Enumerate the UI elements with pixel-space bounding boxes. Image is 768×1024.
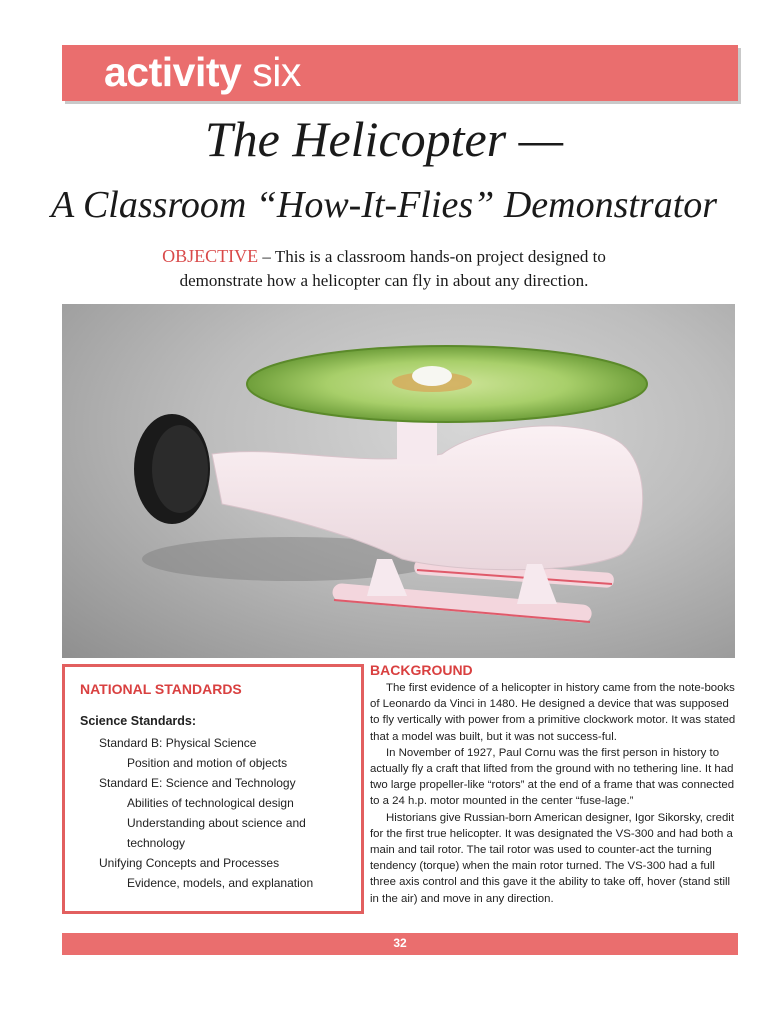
standard-item: Unifying Concepts and Processes: [99, 856, 280, 870]
background-paragraph: In November of 1927, Paul Cornu was the first person in history to actually fly a craft that lifted from the ground with no tethering line. It had two large propeller-like “rotors” at the end of a frame that was connected to a 24 h.p. motor mounted in the center “fuse-lage.”: [370, 746, 735, 808]
helicopter-photo: [62, 304, 735, 658]
activity-banner: [62, 45, 738, 101]
standard-subitem: Abilities of technological design: [127, 796, 294, 810]
helicopter-model-illustration: [62, 304, 735, 658]
footer-bar: [62, 933, 738, 955]
standards-title: NATIONAL STANDARDS: [80, 681, 242, 697]
standard-subitem: Evidence, models, and explanation: [127, 876, 314, 890]
objective-statement: OBJECTIVE – This is a classroom hands-on project designed to demonstrate how a helicopter can fly in about any direction.: [162, 246, 606, 290]
background-paragraph: The first evidence of a helicopter in history came from the note-books of Leonardo da Vinci in 1480. He designed a device that was supposed to fly vertically with power from a primitive clockwork motor. It was stated that a model was built, but it was not success-ful.: [370, 682, 736, 743]
page-number: 32: [393, 936, 407, 950]
background-text: [370, 680, 738, 907]
standards-subtitle: Science Standards:: [80, 714, 197, 728]
standard-subitem: technology: [127, 836, 186, 850]
standard-item: Standard B: Physical Science: [99, 736, 257, 750]
standard-subitem: Understanding about science and: [127, 816, 306, 830]
page-title: The Helicopter —: [204, 111, 564, 167]
page-subtitle: A Classroom “How-It-Flies” Demonstrator: [50, 184, 718, 226]
standard-subitem: Position and motion of objects: [127, 756, 288, 770]
background-heading: BACKGROUND: [370, 662, 473, 678]
standard-item: Standard E: Science and Technology: [99, 776, 296, 790]
activity-label: activity six: [104, 49, 301, 95]
national-standards-box: [62, 664, 364, 914]
background-paragraph: Historians give Russian-born American designer, Igor Sikorsky, credit for the first true helicopter. It was designated the VS-300 and had both a main and tail rotor. The tail rotor was used to counter-act the turning tendency (torque) when the main rotor turned. The VS-300 had a full three axis control and this gave it the ability to take off, hover (stand still in the air) and move in any direction.: [370, 811, 734, 905]
objective-label: OBJECTIVE: [162, 246, 259, 266]
